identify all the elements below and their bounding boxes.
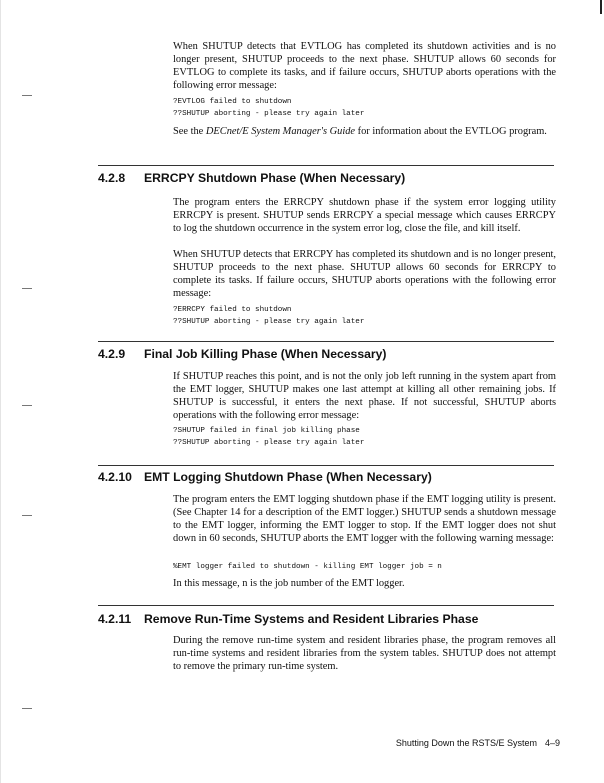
code-line: ?SHUTUP failed in final job killing phase — [173, 427, 360, 435]
section-rule — [98, 341, 554, 342]
intro-paragraph: When SHUTUP detects that EVTLOG has completed its shutdown activities and is no longer present, SHUTUP proceeds to the next phase. SHUTUP allows 60 seconds for EVTLOG to complete its tasks, and if failure occurs, SHUTUP aborts operations with the following error message: — [173, 41, 556, 91]
section-paragraph: The program enters the ERRCPY shutdown phase if the system error logging utility ERRCPY is present. SHUTUP sends ERRCPY a special message which causes ERRCPY to log the shutdown occurrence in the system error log, close the file, and kill itself. — [173, 197, 556, 234]
code-line: %EMT logger failed to shutdown - killing EMT logger job = n — [173, 563, 442, 571]
section-number: 4.2.8 — [98, 171, 126, 185]
code-line: ?ERRCPY failed to shutdown — [173, 306, 292, 314]
section-number: 4.2.10 — [98, 470, 132, 484]
section-rule — [98, 605, 554, 606]
margin-mark — [22, 405, 32, 406]
code-line: ??SHUTUP aborting - please try again later — [173, 109, 365, 118]
code-line: ??SHUTUP aborting - please try again later — [173, 438, 365, 447]
section-title: Final Job Killing Phase (When Necessary) — [144, 347, 387, 361]
section-error-message — [173, 305, 556, 328]
margin-mark — [22, 515, 32, 516]
see-text: See the — [173, 126, 206, 137]
footer-title: Shutting Down the RSTS/E System — [395, 738, 537, 748]
section-paragraph: In this message, n is the job number of the EMT logger. — [173, 578, 405, 589]
section-heading-4-2-8 — [98, 171, 558, 185]
corner-mark — [600, 0, 602, 14]
page-edge — [0, 0, 1, 783]
section-warning-message — [173, 562, 556, 574]
see-text-end: for information about the EVTLOG program. — [355, 126, 547, 137]
margin-mark — [22, 288, 32, 289]
section-number: 4.2.11 — [98, 612, 132, 626]
section-paragraph: During the remove run-time system and resident libraries phase, the program removes all run-time systems and resident libraries from the system tables. SHUTUP does not attempt to remove the primary run-time system. — [173, 635, 556, 672]
code-line: ?EVTLOG failed to shutdown — [173, 98, 292, 106]
section-number: 4.2.9 — [98, 347, 126, 361]
section-title: ERRCPY Shutdown Phase (When Necessary) — [144, 171, 406, 185]
page-number: 4–9 — [544, 738, 560, 748]
section-paragraph: When SHUTUP detects that ERRCPY has completed its shutdown and is no longer present, SHUTUP proceeds to the next phase. SHUTUP allows 60 seconds for ERRCPY to complete its tasks. If failure occurs, SHUTUP aborts operations with the following error message: — [173, 249, 556, 299]
section-heading-4-2-9 — [98, 347, 558, 361]
section-heading-4-2-11 — [98, 612, 558, 626]
section-heading-4-2-10 — [98, 470, 558, 484]
code-line: ??SHUTUP aborting - please try again later — [173, 317, 365, 326]
margin-mark — [22, 95, 32, 96]
section-title: EMT Logging Shutdown Phase (When Necessary) — [144, 470, 432, 484]
intro-see-paragraph — [173, 125, 556, 138]
section-paragraph: If SHUTUP reaches this point, and is not the only job left running in the system apart from the EMT logger, SHUTUP makes one last attempt at killing all other remaining jobs. If SHUTUP is successful, it enters the next phase. If not successful, SHUTUP aborts operations with the following error message: — [173, 371, 556, 421]
section-paragraph: The program enters the EMT logging shutdown phase if the EMT logging utility is present. (See Chapter 14 for a description of the EMT logger.) SHUTUP sends a shutdown message to the EMT logger, informing the EMT logger to stop. If the EMT logger does not shut down in 60 seconds, SHUTUP aborts the EMT logger with the following warning message: — [173, 494, 556, 544]
section-rule — [98, 165, 554, 166]
guide-title: DECnet/E System Manager's Guide — [205, 126, 356, 137]
section-rule — [98, 465, 554, 466]
section-title: Remove Run-Time Systems and Resident Libraries Phase — [144, 612, 479, 626]
margin-mark — [22, 708, 32, 709]
section-error-message — [173, 426, 556, 449]
page-footer — [360, 738, 560, 748]
intro-error-message — [173, 97, 556, 120]
